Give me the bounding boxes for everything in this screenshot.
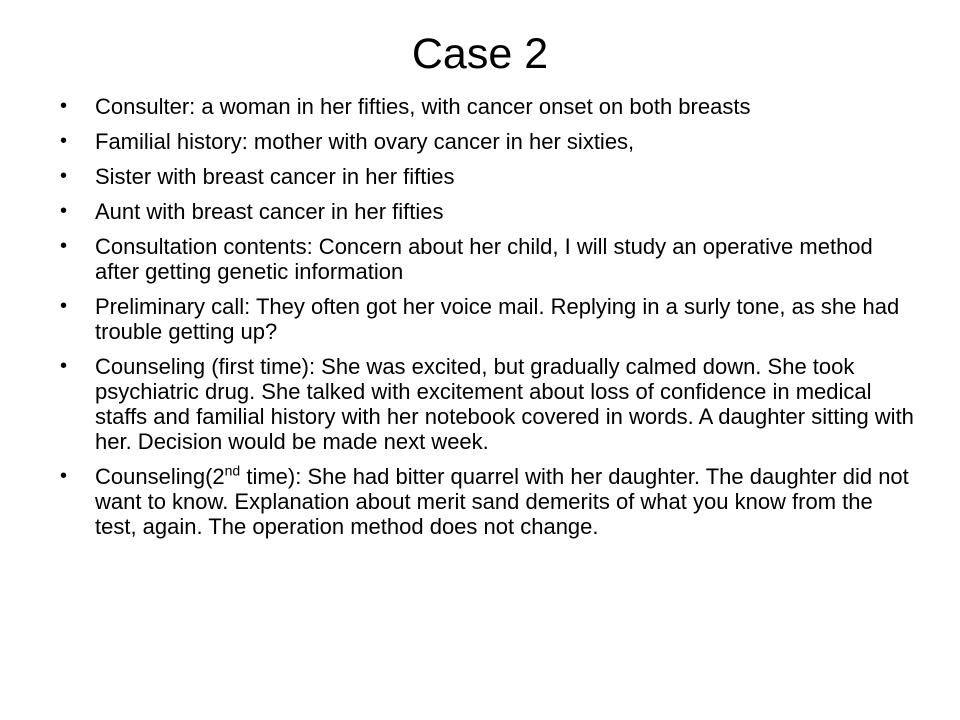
bullet-icon: • [60, 295, 68, 317]
list-item-consulter [60, 94, 920, 119]
list-item-aunt [60, 199, 920, 224]
list-item-text: Preliminary call: They often got her voice mail. Replying in a surly tone, as she had trouble getting up? [95, 294, 900, 344]
bullet-icon: • [60, 465, 68, 487]
bullet-icon: • [60, 355, 68, 377]
list-item-preliminary-call [60, 294, 920, 344]
list-item-text: Sister with breast cancer in her fifties [95, 164, 455, 189]
list-item-text [95, 464, 909, 539]
list-item-text: Consulter: a woman in her fifties, with cancer onset on both breasts [95, 94, 751, 119]
list-item-familial-history [60, 129, 920, 154]
bullet-icon: • [60, 235, 68, 257]
bullet-list [60, 94, 920, 549]
list-item-counseling-second [60, 464, 920, 539]
list-item-text: Consultation contents: Concern about her child, I will study an operative method after getting genetic information [95, 234, 873, 284]
bullet-icon: • [60, 130, 68, 152]
list-item-text-end: time): She had bitter quarrel with her daughter. The daughter did not want to know. Explanation about merit sand demerits of what you know from the test, again. The operation method does not change. [95, 464, 909, 539]
list-item-text: Counseling (first time): She was excited, but gradually calmed down. She took psychiatric drug. She talked with excitement about loss of confidence in medical staffs and familial history with her notebook covered in words. A daughter sitting with her. Decision would be made next week. [95, 354, 914, 454]
bullet-icon: • [60, 95, 68, 117]
bullet-icon: • [60, 200, 68, 222]
list-item-text: Aunt with breast cancer in her fifties [95, 199, 444, 224]
list-item-counseling-first [60, 354, 920, 454]
slide-title: Case 2 [411, 30, 549, 78]
list-item-text: Familial history: mother with ovary cancer in her sixties, [95, 129, 635, 154]
list-item-consultation-contents [60, 234, 920, 284]
list-item-text-start: Counseling(2 [95, 464, 225, 489]
bullet-icon: • [60, 165, 68, 187]
ordinal-superscript: nd [224, 462, 241, 479]
list-item-sister [60, 164, 920, 189]
